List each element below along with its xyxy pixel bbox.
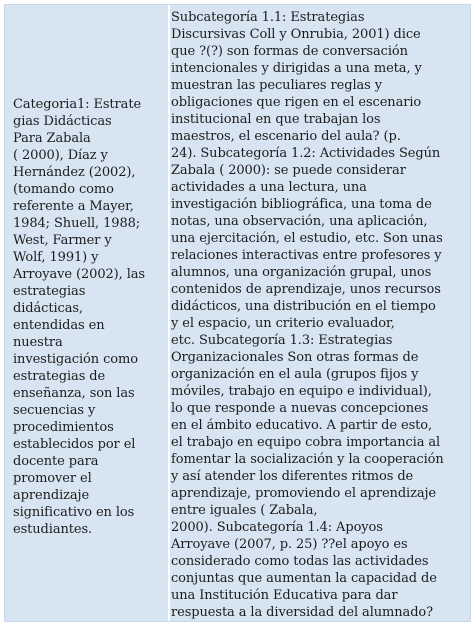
category-table (4, 4, 471, 622)
column-divider (168, 5, 170, 621)
subcategories-cell: Subcategoría 1.1: Estrategias Discursivas Coll y Onrubia, 2001) dice que ?(?) son formas de conversación intencionales y dirigidas a una meta, y muestran las peculiares reglas y obligaciones que rigen en el escenario institucional en que trabajan los maestros, el escenario del aula? (p. 24). Subcategoría 1.2: Actividades Según Zabala ( 2000): se puede considerar actividades a una lectura, una investigación bibliográfica, una toma de notas, una observación, una aplicación, una ejercitación, el estudio, etc. Son unas relaciones interactivas entre profesores y alumnos, una organización grupal, unos contenidos de aprendizaje, unos recursos didácticos, una distribución en el tiempo y el espacio, un criterio evaluador, etc. Subcategoría 1.3: Estrategias Organizacionales Son otras formas de organización en el aula (grupos fijos y móviles, trabajo en equipo e individual), lo que responde a nuevas concepciones en el ámbito educativo. A partir de esto, el trabajo en equipo cobra importancia al fomentar la socialización y la cooperación y así atender los diferentes ritmos de aprendizaje, promoviendo el aprendizaje entre iguales ( Zabala, 2000). Subcategoría 1.4: Apoyos Arroyave (2007, p. 25) ??el apoyo es considerado como todas las actividades conjuntas que aumentan la capacidad de una Institución Educativa para dar respuesta a la diversidad del alumnado? (171, 10, 444, 620)
category-cell: Categoria1: Estrate gias Didácticas Para Zabala ( 2000), Díaz y Hernández (2002), (tomando como referente a Mayer, 1984; Shuell, 1988; West, Farmer y Wolf, 1991) y Arroyave (2002), las estrategias didácticas, entendidas en nuestra investigación como estrategias de enseñanza, son las secuencias y procedimientos establecidos por el docente para promover el aprendizaje significativo en los estudiantes. (13, 97, 145, 537)
